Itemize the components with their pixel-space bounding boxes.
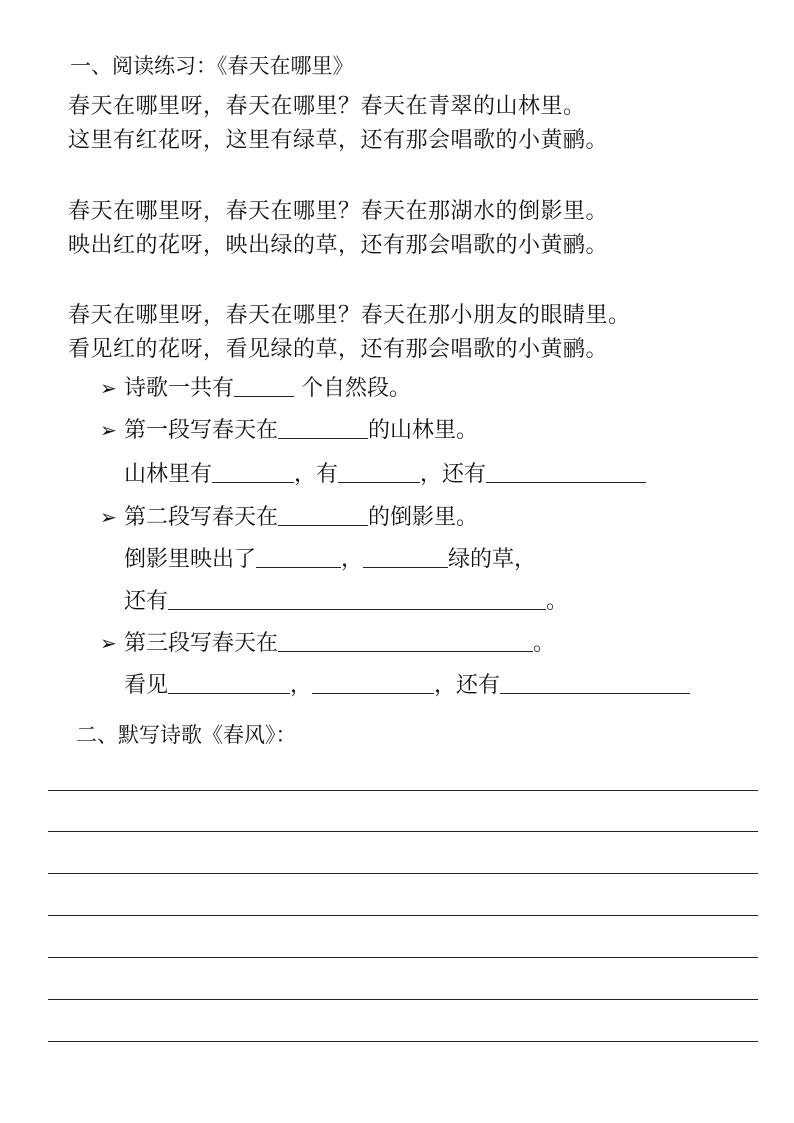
poem-line: 春天在哪里呀，春天在哪里？春天在那湖水的倒影里。 [68, 199, 609, 224]
answer-blank[interactable] [168, 673, 290, 694]
arrow-bullet-icon: ➢ [100, 631, 117, 655]
writing-line[interactable] [48, 1041, 758, 1042]
poem-line: 看见红的花呀，看见绿的草，还有那会唱歌的小黄鹂。 [68, 337, 609, 362]
answer-blank[interactable] [234, 376, 294, 397]
writing-line[interactable] [48, 999, 758, 1000]
question-2-sub: 山林里有 ，有 ，还有 [124, 462, 646, 486]
answer-blank[interactable] [278, 418, 368, 439]
question-2: ➢ 第一段写春天在 的山林里。 [100, 418, 479, 443]
answer-blank[interactable] [168, 589, 546, 610]
answer-blank[interactable] [486, 462, 646, 483]
poem-line: 这里有红花呀，这里有绿草，还有那会唱歌的小黄鹂。 [68, 128, 609, 153]
arrow-bullet-icon: ➢ [100, 505, 117, 529]
question-4-sub: 看见 ， ，还有 [124, 673, 690, 697]
writing-line[interactable] [48, 790, 758, 791]
answer-blank[interactable] [278, 631, 533, 652]
poem-line: 春天在哪里呀，春天在哪里？春天在青翠的山林里。 [68, 94, 586, 119]
writing-line[interactable] [48, 915, 758, 916]
writing-line[interactable] [48, 831, 758, 832]
question-3-sub2: 还有 。 [124, 589, 569, 614]
answer-blank[interactable] [312, 673, 434, 694]
answer-blank[interactable] [500, 673, 690, 694]
answer-blank[interactable] [256, 547, 341, 568]
section1-title: 一、阅读练习：《春天在哪里》 [70, 54, 354, 78]
poem-line: 映出红的花呀，映出绿的草，还有那会唱歌的小黄鹂。 [68, 233, 609, 258]
question-3-sub: 倒影里映出了 ， 绿的草， [124, 547, 537, 572]
answer-blank[interactable] [212, 462, 294, 483]
writing-line[interactable] [48, 873, 758, 874]
arrow-bullet-icon: ➢ [100, 418, 117, 442]
arrow-bullet-icon: ➢ [100, 376, 117, 400]
question-3: ➢ 第二段写春天在 的倒影里。 [100, 505, 479, 530]
writing-line[interactable] [48, 957, 758, 958]
answer-blank[interactable] [363, 547, 448, 568]
section2-title: 二、默写诗歌《春风》： [76, 723, 297, 747]
answer-blank[interactable] [278, 505, 368, 526]
poem-line: 春天在哪里呀，春天在哪里？春天在那小朋友的眼睛里。 [68, 303, 631, 328]
answer-blank[interactable] [338, 462, 420, 483]
question-1: ➢ 诗歌一共有 个自然段。 [100, 376, 412, 401]
question-4: ➢ 第三段写春天在 。 [100, 631, 556, 656]
